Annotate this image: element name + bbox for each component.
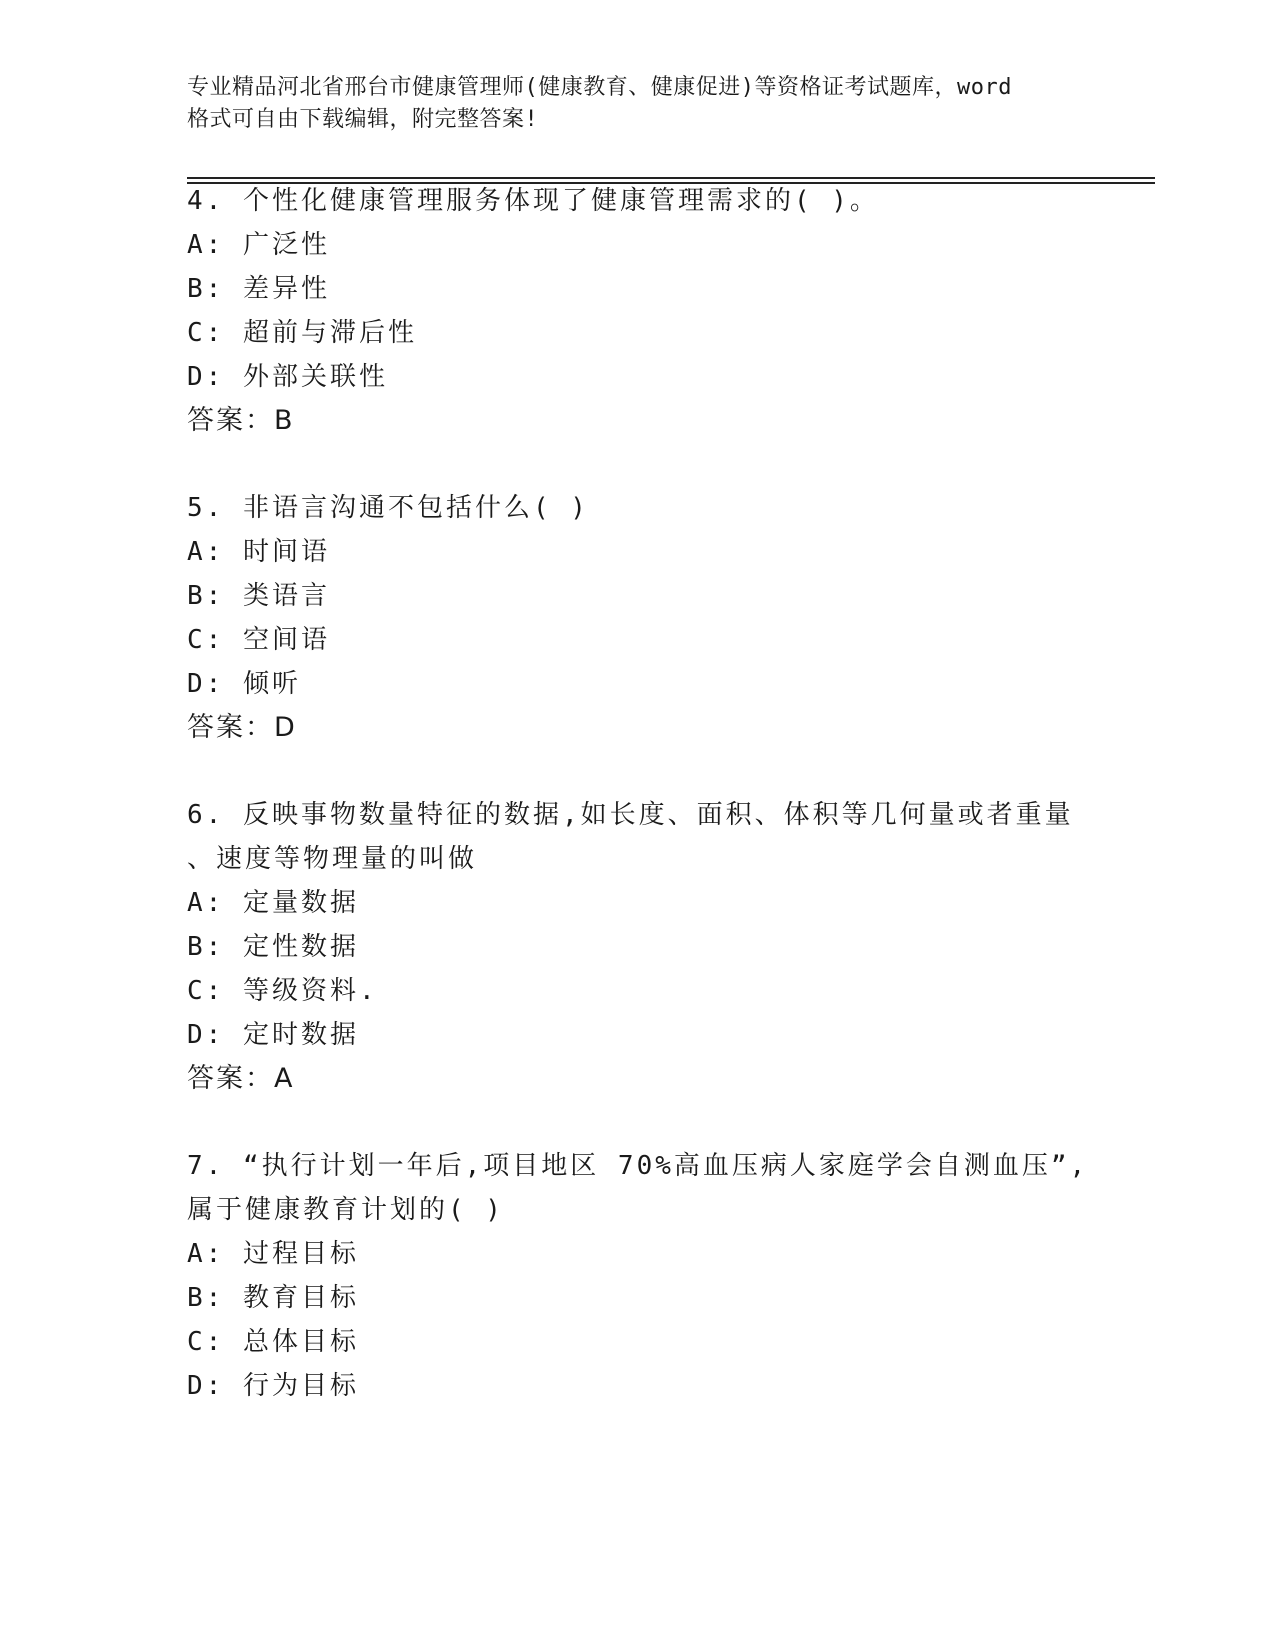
question-7-option-b: B: 教育目标 [187, 1283, 359, 1313]
question-6-answer: 答案：A [187, 1063, 295, 1094]
header-line-2: 格式可自由下载编辑，附完整答案! [187, 107, 539, 132]
question-5-answer: 答案：D [187, 712, 297, 743]
document-header [187, 72, 1087, 136]
question-7-stem-line-1: 7. “执行计划一年后,项目地区 70%高血压病人家庭学会自测血压”, [187, 1151, 1089, 1181]
question-7-option-c: C: 总体目标 [187, 1327, 359, 1357]
question-5-option-a: A: 时间语 [187, 537, 330, 567]
header-line-1: 专业精品河北省邢台市健康管理师(健康教育、健康促进)等资格证考试题库，word [187, 75, 1012, 100]
question-5-option-d: D: 倾听 [187, 669, 301, 699]
question-5-option-b: B: 类语言 [187, 581, 330, 611]
question-4-option-a: A: 广泛性 [187, 230, 330, 260]
question-6-option-b: B: 定性数据 [187, 932, 359, 962]
header-divider-top [187, 177, 1155, 179]
question-4-option-d: D: 外部关联性 [187, 362, 388, 392]
question-5-stem: 5. 非语言沟通不包括什么( ) [187, 493, 589, 523]
question-4-stem: 4. 个性化健康管理服务体现了健康管理需求的( )。 [187, 186, 879, 216]
question-7-stem-line-2: 属于健康教育计划的( ) [187, 1195, 504, 1225]
question-4-option-b: B: 差异性 [187, 274, 330, 304]
question-6-option-d: D: 定时数据 [187, 1020, 359, 1050]
question-5-option-c: C: 空间语 [187, 625, 330, 655]
question-6-stem-line-1: 6. 反映事物数量特征的数据,如长度、面积、体积等几何量或者重量 [187, 800, 1074, 830]
question-4-option-c: C: 超前与滞后性 [187, 318, 417, 348]
question-7-option-d: D: 行为目标 [187, 1371, 359, 1401]
question-6-option-c: C: 等级资料. [187, 976, 378, 1006]
question-4-answer: 答案：B [187, 405, 295, 436]
question-6-option-a: A: 定量数据 [187, 888, 359, 918]
question-7-option-a: A: 过程目标 [187, 1239, 359, 1269]
question-6-stem-line-2: 、速度等物理量的叫做 [187, 844, 478, 874]
